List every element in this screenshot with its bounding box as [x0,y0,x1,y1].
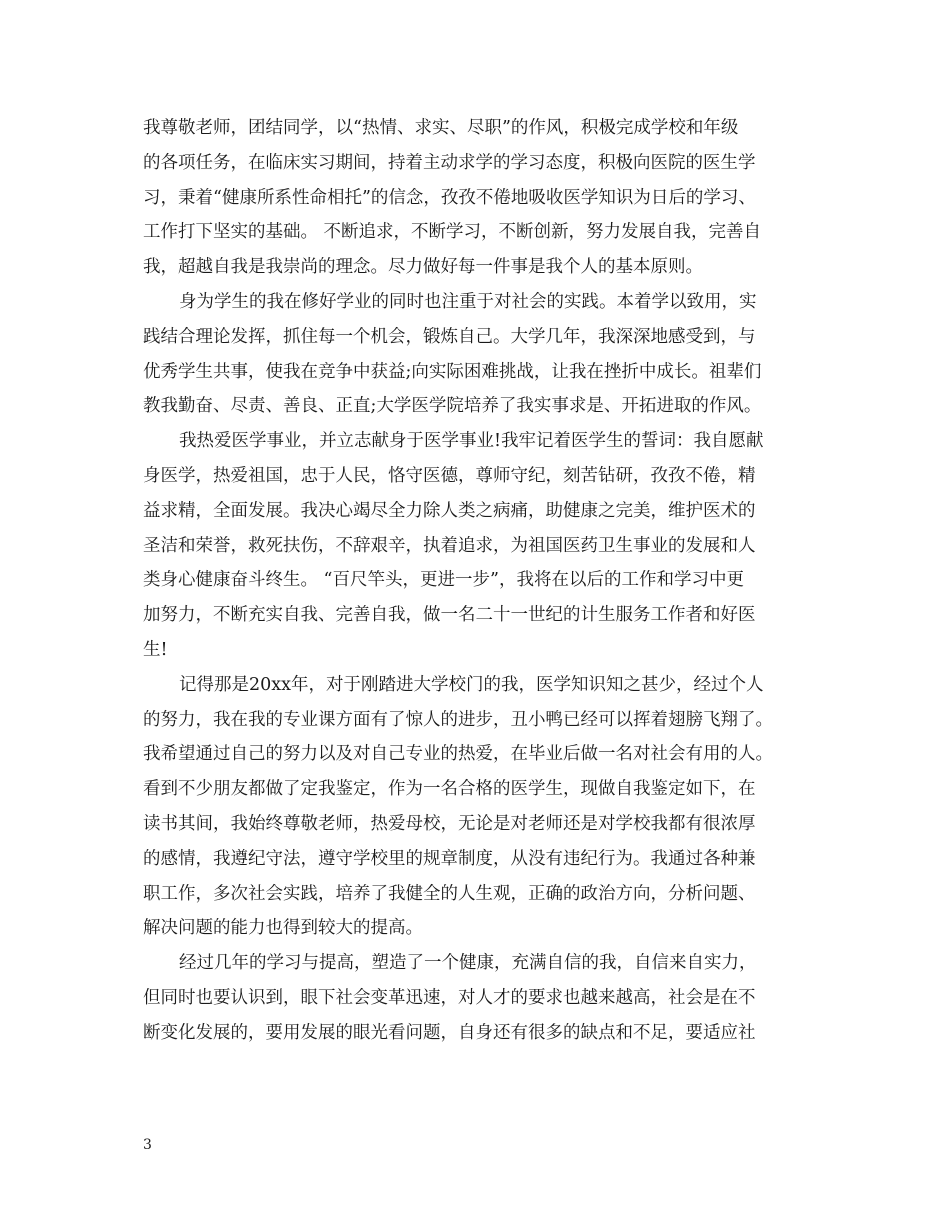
text-line: 记得那是20xx年，对于刚踏进大学校门的我，医学知识知之甚少，经过个人 [179,674,764,695]
text-line: 职工作，多次社会实践，培养了我健全的人生观，正确的政治方向，分析问题、 [143,883,756,904]
text-line: 益求精，全面发展。我决心竭尽全力除人类之病痛，助健康之完美，维护医术的 [143,500,756,521]
paragraph-4 [143,668,805,946]
text-line: 经过几年的学习与提高，塑造了一个健康，充满自信的我，自信来自实力， [179,953,757,974]
paragraph-5 [143,946,805,1050]
body-text [143,111,805,1051]
paragraph-1 [143,111,805,285]
text-line: 类身心健康奋斗终生。 “百尺竿头，更进一步”，我将在以后的工作和学习中更 [143,570,744,591]
text-line: 践结合理论发挥，抓住每一个机会，锻炼自己。大学几年，我深深地感受到，与 [143,326,756,347]
text-line: 我，超越自我是我崇尚的理念。尽力做好每一件事是我个人的基本原则。 [143,257,703,278]
text-line: 读书其间，我始终尊敬老师，热爱母校，无论是对老师还是对学校我都有很浓厚 [143,813,756,834]
text-line: 断变化发展的，要用发展的眼光看问题，自身还有很多的缺点和不足，要适应社 [143,1022,756,1043]
text-line: 看到不少朋友都做了定我鉴定，作为一名合格的医学生，现做自我鉴定如下，在 [143,779,756,800]
text-line: 圣洁和荣誉，救死扶伤，不辞艰辛，执着追求，为祖国医药卫生事业的发展和人 [143,535,756,556]
text-line: 加努力，不断充实自我、完善自我，做一名二十一世纪的计生服务工作者和好医 [143,605,756,626]
text-line: 我尊敬老师，团结同学，以“热情、求实、尽职”的作风，积极完成学校和年级 [143,118,739,138]
text-line: 但同时也要认识到，眼下社会变革迅速，对人才的要求也越来越高，社会是在不 [143,987,756,1008]
text-line: 身医学，热爱祖国，忠于人民，恪守医德，尊师守纪，刻苦钻研，孜孜不倦，精 [143,465,756,486]
text-line: 我热爱医学事业，并立志献身于医学事业!我牢记着医学生的誓词：我自愿献 [179,431,764,452]
text-line: 习，秉着“健康所系性命相托”的信念，孜孜不倦地吸收医学知识为日后的学习、 [143,187,756,208]
text-line: 解决问题的能力也得到较大的提高。 [143,918,423,939]
text-line: 身为学生的我在修好学业的同时也注重于对社会的实践。本着学以致用，实 [179,291,757,312]
paragraph-3 [143,424,805,668]
text-line: 工作打下坚实的基础。 不断追求，不断学习，不断创新，努力发展自我，完善自 [143,222,762,243]
text-line: 的感情，我遵纪守法，遵守学校里的规章制度，从没有违纪行为。我通过各种兼 [143,848,756,869]
page-number: 3 [143,1137,152,1153]
text-line: 生! [143,639,168,660]
text-line: 的努力，我在我的专业课方面有了惊人的进步，丑小鸭已经可以挥着翅膀飞翔了。 [143,709,773,730]
text-line: 我希望通过自己的努力以及对自己专业的热爱，在毕业后做一名对社会有用的人。 [143,744,773,765]
text-line: 教我勤奋、尽责、善良、正直;大学医学院培养了我实事求是、开拓进取的作风。 [143,396,762,417]
text-line: 优秀学生共事，使我在竞争中获益;向实际困难挑战，让我在挫折中成长。祖辈们 [143,361,762,382]
paragraph-2 [143,285,805,424]
text-line: 的各项任务，在临床实习期间，持着主动求学的学习态度，积极向医院的医生学 [143,152,756,173]
